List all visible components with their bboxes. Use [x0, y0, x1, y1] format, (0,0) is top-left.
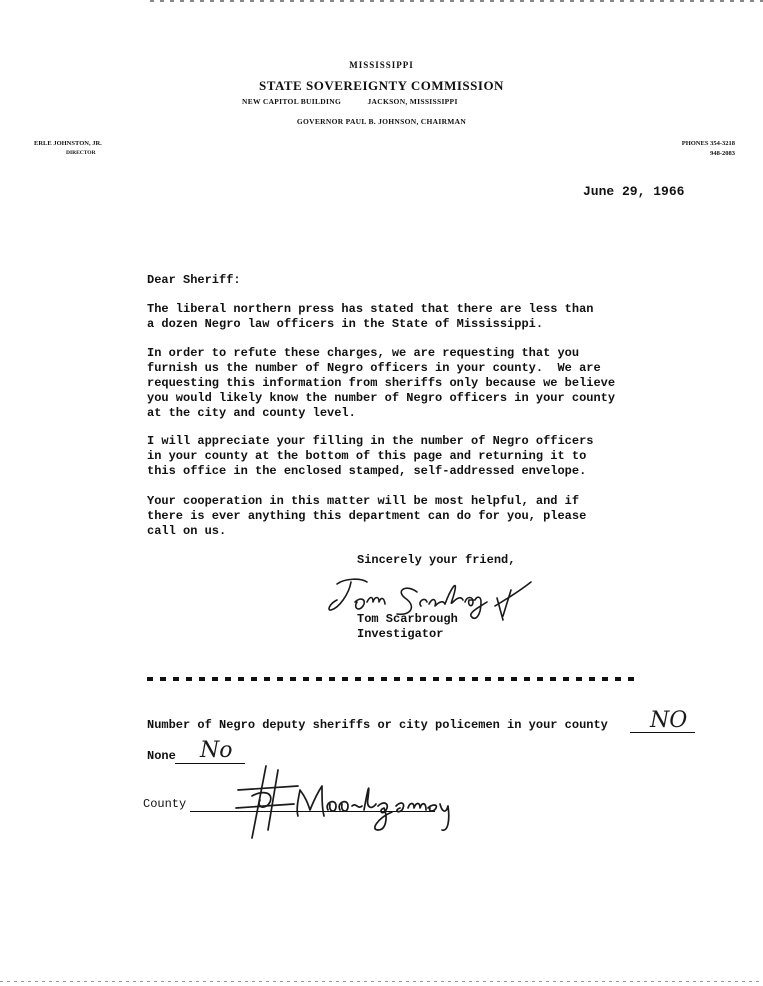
letterhead-state: MISSISSIPPI — [349, 60, 414, 70]
handwritten-county-answer — [228, 760, 478, 850]
letterhead-commission: STATE SOVEREIGNTY COMMISSION — [259, 78, 504, 93]
label-name: None — [147, 749, 176, 763]
letterhead-governor: GOVERNOR PAUL B. JOHNSON, CHAIRMAN — [296, 117, 467, 126]
closing: Sincerely your friend, — [357, 553, 516, 567]
bottom-border-dashes — [0, 981, 763, 982]
letter-date: June 29, 1966 — [583, 184, 685, 199]
paragraph-line: I will appreciate your filling in the number of Negro officers — [147, 434, 594, 448]
paragraph-line: there is ever anything this department can do for you, please — [147, 509, 587, 523]
paragraph-4 — [147, 494, 647, 539]
director-title: DIRECTOR — [66, 150, 96, 156]
director-name: ERLE JOHNSTON, JR. — [34, 140, 102, 147]
paragraph-line: furnish us the number of Negro officers in your county. We are — [147, 361, 601, 375]
paragraph-line: you would likely know the number of Negro officers in your county — [147, 391, 616, 405]
paragraph-line: Your cooperation in this matter will be most helpful, and if — [147, 494, 580, 508]
paragraph-line: in your county at the bottom of this page and returning it to — [147, 449, 587, 463]
paragraph-line: this office in the enclosed stamped, self-addressed envelope. — [147, 464, 587, 478]
paragraph-line: In order to refute these charges, we are requesting that you — [147, 346, 580, 360]
question-officer-count: Number of Negro deputy sheriffs or city policemen in your county — [147, 718, 608, 732]
paragraph-line: a dozen Negro law officers in the State of Mississippi. — [147, 317, 544, 331]
signer-name: Tom Scarbrough — [357, 612, 458, 626]
top-border-dashes — [150, 0, 763, 2]
address-city: JACKSON, MISSISSIPPI — [367, 97, 458, 106]
salutation: Dear Sheriff: — [147, 273, 241, 287]
paragraph-3 — [147, 434, 647, 479]
phone-line-1: PHONES 354-3218 — [681, 140, 735, 147]
address-building: NEW CAPITOL BUILDING — [242, 97, 342, 106]
answer-officer-count: NO — [650, 708, 688, 733]
paragraph-line: requesting this information from sheriffs only because we believe — [147, 376, 616, 390]
phone-line-2: 948-2083 — [710, 150, 735, 157]
letterhead-address — [242, 97, 458, 106]
paragraph-1 — [147, 302, 647, 332]
paragraph-line: at the city and county level. — [147, 406, 356, 420]
paragraph-line: call on us. — [147, 524, 227, 538]
signer-title: Investigator — [357, 627, 444, 641]
tear-off-divider — [147, 677, 640, 681]
paragraph-2 — [147, 346, 647, 421]
label-county: County — [143, 797, 187, 811]
paragraph-line: The liberal northern press has stated that there are less than — [147, 302, 594, 316]
answer-name: No — [200, 738, 233, 763]
